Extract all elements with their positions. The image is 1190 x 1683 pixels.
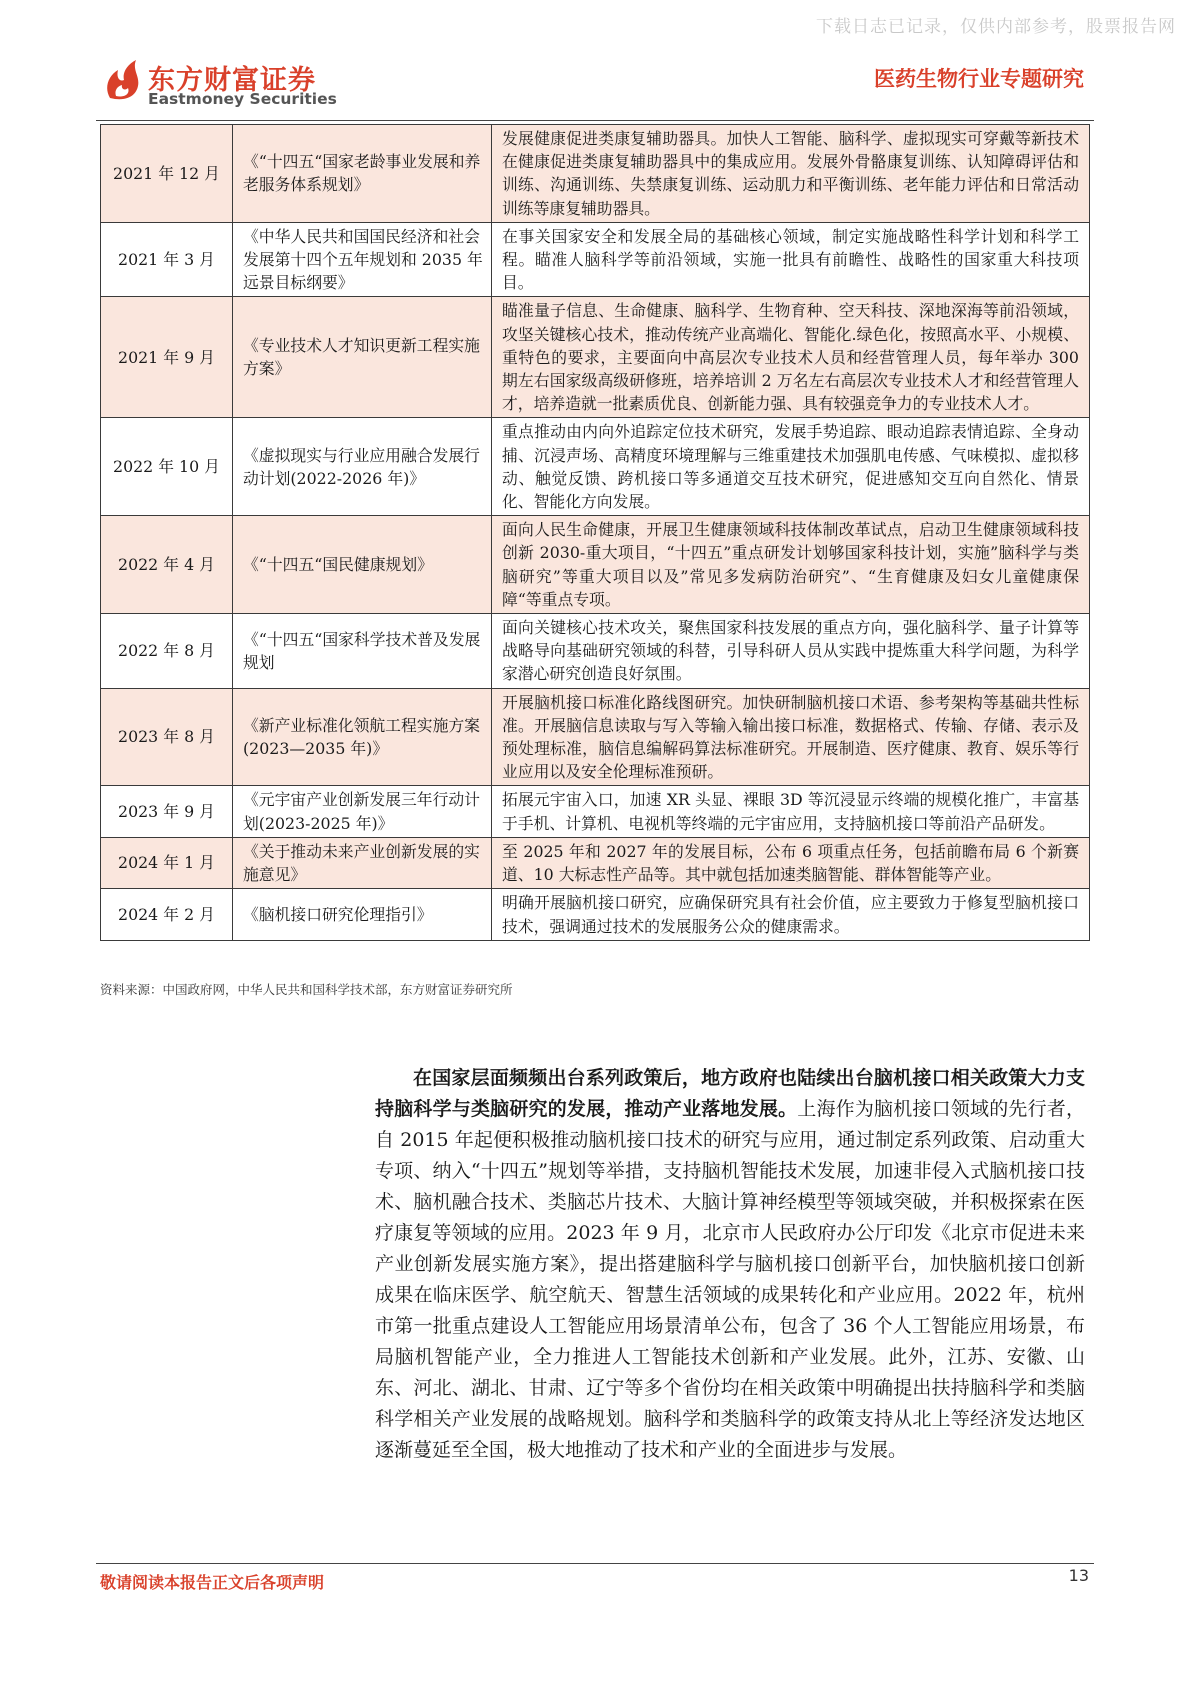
paragraph-text: 上海作为脑机接口领域的先行者，自 2015 年起便积极推动脑机接口技术的研究与应用，通过制定系列政策、启动重大专项、纳入“十四五”规划等举措，支持脑机智能技术发展，加速非侵入式脑机接口技术、脑机融合技术、类脑芯片技术、大脑计算神经模型等领域突破，并积极探索在医疗康复等领域的应用。2023 年 9 月，北京市人民政府办公厅印发《北京市促进未来产业创新发展实施方案》，提出搭建脑科学与脑机接口创新平台，加快脑机接口创新成果在临床医学、航空航天、智慧生活领域的成果转化和产业应用。2022 年，杭州市第一批重点建设人工智能应用场景清单公布，包含了 36 个人工智能应用场景，布局脑机智能产业，全力推进人工智能技术创新和产业发展。此外，江苏、安徽、山东、河北、湖北、甘肃、辽宁等多个省份均在相关政策中明确提出扶持脑科学和类脑科学相关产业发展的战略规划。脑科学和类脑科学的政策支持从北上等经济发达地区逐渐蔓延至全国，极大地推动了技术和产业的全面进步与发展。 [375,1098,1085,1461]
watermark: 下载日志已记录，仅供内部参考，股票报告网 [816,17,1176,37]
body-paragraph [375,1063,1085,1466]
policy-content: 至 2025 年和 2027 年的发展目标，公布 6 项重点任务，包括前瞻布局 6 个新赛道、10 大标志性产品等。其中就包括加速类脑智能、群体智能等产业。 [492,837,1090,888]
policy-date: 2024 年 2 月 [101,889,233,940]
paragraph-lead: 在国家层面频频出台系列政策后，地方政府也陆续出台脑机接口相关政策大力支持脑科学与类脑研究的发展，推动产业落地发展。 [375,1067,1085,1120]
policy-date: 2021 年 12 月 [101,125,233,223]
table-source: 资料来源：中国政府网，中华人民共和国科学技术部，东方财富证券研究所 [100,982,513,997]
table-row [101,614,1090,689]
policy-name: 《关于推动未来产业创新发展的实施意见》 [233,837,492,888]
brand-name-cn: 东方财富证券 [148,65,316,96]
footer-divider [96,1563,1094,1564]
table-row [101,786,1090,837]
disclaimer-link[interactable]: 敬请阅读本报告正文后各项声明 [100,1573,325,1592]
brand-logo [102,58,342,110]
policy-content: 明确开展脑机接口研究，应确保研究具有社会价值，应主要致力于修复型脑机接口技术，强调通过技术的发展服务公众的健康需求。 [492,889,1090,940]
policy-name: 《虚拟现实与行业应用融合发展行动计划(2022-2026 年)》 [233,418,492,516]
policy-name: 《“十四五“国民健康规划》 [233,516,492,614]
table-row [101,222,1090,297]
policy-name: 《元宇宙产业创新发展三年行动计划(2023-2025 年)》 [233,786,492,837]
policy-date: 2023 年 9 月 [101,786,233,837]
policy-content: 面向关键核心技术攻关，聚焦国家科技发展的重点方向，强化脑科学、量子计算等战略导向基础研究领域的科替，引导科研人员从实践中提炼重大科学问题，为科学家潜心研究创造良好氛围。 [492,614,1090,689]
policy-name: 《专业技术人才知识更新工程实施方案》 [233,297,492,418]
policy-name: 《新产业标准化领航工程实施方案(2023—2035 年)》 [233,688,492,786]
policy-date: 2024 年 1 月 [101,837,233,888]
policy-date: 2021 年 9 月 [101,297,233,418]
policy-name: 《“十四五“国家老龄事业发展和养老服务体系规划》 [233,125,492,223]
policy-name: 《“十四五“国家科学技术普及发展规划 [233,614,492,689]
header-divider [96,120,1094,121]
page-number: 13 [1068,1566,1089,1585]
table-row [101,889,1090,940]
policy-content: 拓展元宇宙入口，加速 XR 头显、裸眼 3D 等沉浸显示终端的规模化推广，丰富基于手机、计算机、电视机等终端的元宇宙应用，支持脑机接口等前沿产品研发。 [492,786,1090,837]
policy-content: 在事关国家安全和发展全局的基础核心领域，制定实施战略性科学计划和科学工程。瞄准人脑科学等前沿领域，实施一批具有前瞻性、战略性的国家重大科技项目。 [492,222,1090,297]
policy-date: 2023 年 8 月 [101,688,233,786]
policy-content: 开展脑机接口标准化路线图研究。加快研制脑机接口术语、参考架构等基础共性标准。开展脑信息读取与写入等输入输出接口标准，数据格式、传输、存储、表示及预处理标准，脑信息编解码算法标准研究。开展制造、医疗健康、教育、娱乐等行业应用以及安全伦理标准预研。 [492,688,1090,786]
table-row [101,688,1090,786]
policy-content: 瞄准量子信息、生命健康、脑科学、生物育种、空天科技、深地深海等前沿领域，攻坚关键核心技术，推动传统产业高端化、智能化.绿色化，按照高水平、小规模、重特色的要求，主要面向中高层次专业技术人员和经营管理人员，每年举办 300 期左右国家级高级研修班，培养培训 2 万名左右高层次专业技术人才和经营管理人才，培养造就一批素质优良、创新能力强、具有较强竞争力的专业技术人才。 [492,297,1090,418]
policy-content: 发展健康促进类康复辅助器具。加快人工智能、脑科学、虚拟现实可穿戴等新技术在健康促进类康复辅助器具中的集成应用。发展外骨骼康复训练、认知障碍评估和训练、沟通训练、失禁康复训练、运动肌力和平衡训练、老年能力评估和日常活动训练等康复辅助器具。 [492,125,1090,223]
policy-name: 《中华人民共和国国民经济和社会发展第十四个五年规划和 2035 年远景目标纲要》 [233,222,492,297]
policy-content: 面向人民生命健康，开展卫生健康领域科技体制改革试点，启动卫生健康领域科技创新 2030-重大项目，“十四五”重点研发计划够国家科技计划，实施”脑科学与类脑研究”等重大项目以及”常见多发病防治研究”、“生育健康及妇女儿童健康保障“等重点专项。 [492,516,1090,614]
policy-date: 2022 年 8 月 [101,614,233,689]
policy-content: 重点推动由内向外追踪定位技术研究，发展手势追踪、眼动追踪表情追踪、全身动捕、沉浸声场、高精度环境理解与三维重建技术加强肌电传感、气味模拟、虚拟移动、触觉反馈、跨机接口等多通道交互技术研究，促进感知交互向自然化、情景化、智能化方向发展。 [492,418,1090,516]
policy-date: 2021 年 3 月 [101,222,233,297]
table-row [101,297,1090,418]
table-row [101,418,1090,516]
table-row [101,125,1090,223]
policy-table [100,124,1090,941]
policy-name: 《脑机接口研究伦理指引》 [233,889,492,940]
table-row [101,516,1090,614]
report-type: 医药生物行业专题研究 [874,67,1084,91]
brand-name-en: Eastmoney Securities [148,90,337,108]
table-row [101,837,1090,888]
policy-date: 2022 年 10 月 [101,418,233,516]
policy-date: 2022 年 4 月 [101,516,233,614]
brand-flame-icon [102,58,144,102]
